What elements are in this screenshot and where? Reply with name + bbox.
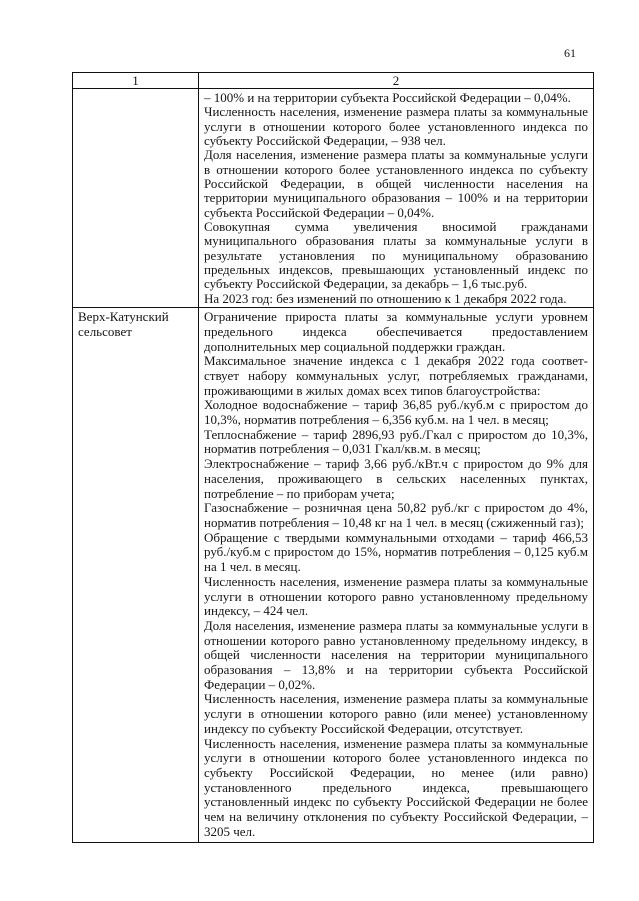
text-line: Численность населения, изменение размера платы за коммунальные	[204, 104, 588, 120]
text-line: предельных индексов, превышающих установленный индекс по	[204, 262, 588, 278]
paragraph	[204, 310, 588, 354]
paragraph	[204, 105, 588, 148]
text-line: норматив потребления – 10,48 кг на 1 чел. в месяц (сжиженный газ);	[204, 515, 584, 530]
paragraph	[204, 292, 588, 306]
paragraph	[204, 91, 588, 105]
text-line: дополнительных мер социальной поддержки граждан.	[204, 338, 506, 354]
paragraph	[204, 457, 588, 501]
text-line: На 2023 год: без изменений по отношению к 1 декабря 2022 года.	[204, 290, 567, 306]
header-cell-column-1: 1	[73, 73, 199, 88]
paragraph	[204, 220, 588, 292]
description-cell	[199, 89, 593, 307]
municipality-cell	[73, 308, 199, 842]
text-line: субъекту Российской Федерации, – 938 чел.	[204, 133, 446, 149]
text-line: – 100% и на территории субъекта Российской Федерации – 0,04%.	[204, 90, 571, 105]
text-line: 10,3%, норматив потребления – 6,356 куб.м. на 1 чел. в месяц;	[204, 412, 549, 428]
table-header-row	[73, 73, 593, 89]
text-line: Холодное водоснабжение – тариф 36,85 руб./куб.м с приростом до	[204, 397, 588, 413]
text-line: Обращение с твердыми коммунальными отходами – тариф 466,53	[204, 529, 588, 545]
text-line: субъекту Российской Федерации, за декабрь – 1,6 тыс.руб.	[204, 276, 528, 292]
text-line: населения, проживающего в сельских населенных пунктах,	[204, 470, 588, 486]
paragraph	[204, 619, 588, 693]
text-line: Доля населения, изменение размера платы за коммунальные услуги	[204, 147, 588, 163]
paragraph	[204, 501, 588, 530]
text-line: предельного индекса обеспечивается предоставлением	[204, 323, 588, 339]
text-line: территории муниципального образования – 100% и на территории	[204, 190, 588, 206]
description-cell	[199, 308, 593, 842]
text-line: услуги в отношении которого более установленного индекса по	[204, 750, 588, 766]
text-line: норматив потребления – 0,031 Гкал/кв.м. в месяц;	[204, 441, 481, 457]
text-line: Численность населения, изменение размера платы за коммунальные	[204, 735, 588, 751]
text-line: индексу по субъекту Российской Федерации, отсутствует.	[204, 720, 523, 736]
text-line: образования – 13,8% и на территории субъекта Российской	[204, 662, 588, 678]
data-table	[72, 72, 594, 843]
text-line: Совокупная сумма увеличения вносимой гражданами	[204, 219, 588, 235]
text-line: проживающими в жилых домах всех типов благоустройства:	[204, 382, 541, 398]
municipality-name: Верх-Катунский сельсовет	[78, 309, 169, 339]
page-number: 61	[564, 46, 576, 60]
text-line: муниципального образования платы за коммунальные услуги в	[204, 233, 588, 249]
text-line: Федерации – 0,02%.	[204, 676, 316, 692]
table-row	[73, 89, 593, 308]
paragraph	[204, 692, 588, 736]
text-line: Газоснабжение – розничная цена 50,82 руб./кг с приростом до 4%,	[204, 500, 588, 516]
text-line: результате установления по муниципальному образованию	[204, 247, 588, 263]
paragraph	[204, 428, 588, 457]
text-line: на 1 чел. в месяц.	[204, 559, 301, 575]
text-line: отношении которого равно установленному предельному индексу, в	[204, 632, 588, 648]
text-line: Численность населения, изменение размера платы за коммунальные	[204, 691, 588, 707]
text-line: услуги в отношении которого равно (или менее) установленному	[204, 706, 588, 722]
table-row	[73, 308, 593, 843]
text-line: общей численности населения на территории муниципального	[204, 647, 588, 663]
paragraph	[204, 398, 588, 427]
text-line: Российской Федерации, в общей численности населения на	[204, 176, 588, 192]
text-line: Электроснабжение – тариф 3,66 руб./кВт.ч с приростом до 9% для	[204, 456, 588, 472]
paragraph	[204, 354, 588, 398]
text-line: потребление – по приборам учета;	[204, 485, 395, 501]
text-line: Численность населения, изменение размера платы за коммунальные	[204, 573, 588, 589]
text-line: субъекта Российской Федерации – 0,04%.	[204, 204, 435, 220]
paragraph	[204, 575, 588, 619]
text-line: руб./куб.м с приростом до 15%, норматив потребления – 0,125 куб.м	[204, 544, 588, 560]
text-line: ствует набору коммунальных услуг, потребляемых гражданами,	[204, 367, 588, 383]
text-line: субъекту Российской Федерации, но менее (или равно)	[204, 764, 588, 780]
paragraph	[204, 531, 588, 575]
text-line: в отношении которого более установленного индекса по субъекту	[204, 161, 588, 177]
header-cell-column-2: 2	[392, 73, 400, 88]
text-line: установленный индекс по субъекту Российской Федерации не более	[204, 794, 588, 810]
municipality-cell	[73, 89, 199, 307]
text-line: услуги в отношении которого равно установленному предельному	[204, 588, 588, 604]
text-line: чем на величину отклонения по субъекту Российской Федерации, –	[204, 809, 588, 825]
text-line: Доля населения, изменение размера платы за коммунальные услуги в	[204, 618, 588, 633]
paragraph	[204, 737, 588, 840]
text-line: Максимальное значение индекса с 1 декабря 2022 года соответ-	[204, 353, 588, 369]
paragraph	[204, 148, 588, 220]
text-line: индексу, – 424 чел.	[204, 603, 309, 619]
text-line: 3205 чел.	[204, 823, 256, 839]
text-line: установленного предельного индекса, превышающего	[204, 779, 588, 795]
text-line: услуги в отношении которого более установленного индекса по	[204, 118, 588, 134]
text-line: Ограничение прироста платы за коммунальные услуги уровнем	[204, 309, 588, 325]
text-line: Теплоснабжение – тариф 2896,93 руб./Гкал с приростом до 10,3%,	[204, 426, 588, 442]
